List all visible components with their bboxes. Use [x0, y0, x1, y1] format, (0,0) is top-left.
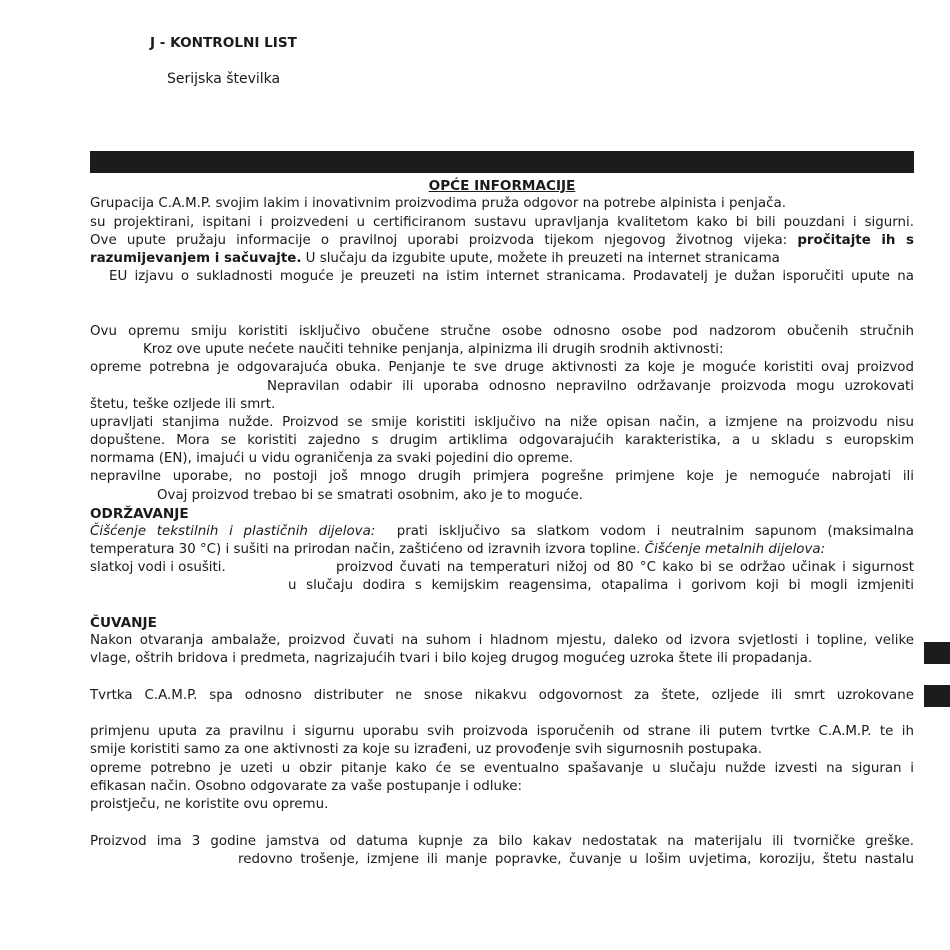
section-title: J - KONTROLNI LIST: [150, 35, 297, 51]
usage-line-2: Kroz ove upute nećete naučiti tehnike penjanja, alpinizma ili drugih srodnih aktivnosti:: [143, 342, 724, 357]
serial-number-label: Serijska številka: [167, 71, 281, 87]
language-tab-marker: [924, 685, 950, 707]
general-line-1: Grupacija C.A.M.P. svojim lakim i inovativnim proizvodima pruža odgovor na potrebe alpinista i penjača.: [90, 196, 786, 211]
maintenance-line-3b: proizvod čuvati na temperaturi nižoj od 80 °C kako bi se održao učinak i sigurnost: [336, 560, 914, 575]
maintenance-line-4: u slučaju dodira s kemijskim reagensima, otapalima i gorivom koji bi mogli izmjeniti: [288, 578, 914, 593]
usage-line-5: štetu, teške ozljede ili smrt.: [90, 397, 276, 412]
storage-line-2: vlage, oštrih bridova i predmeta, nagrizajućih tvari i bilo kojeg drugog mogućeg uzroka štete ili propadanja.: [90, 651, 813, 666]
black-divider-bar: [90, 151, 914, 173]
warranty-line-2: redovno trošenje, izmjene ili manje popravke, čuvanje u lošim uvjetima, koroziju, štetu nastalu: [238, 852, 914, 867]
maintenance-line-1: Čišćenje tekstilnih i plastičnih dijelova: prati isključivo sa slatkom vodom i neutralnim sapunom (maksimalna: [90, 524, 914, 539]
usage-line-7: dopuštene. Mora se koristiti zajedno s drugim artiklima odgovarajućih karakteristika, a u skladu s europskim: [90, 433, 914, 448]
language-tab-marker: [924, 642, 950, 664]
maintenance-heading: ODRŽAVANJE: [90, 506, 189, 522]
usage-line-3: opreme potrebna je odgovarajuća obuka. Penjanje te sve druge aktivnosti za koje je moguće koristiti ovaj proizvod: [90, 360, 914, 375]
general-line-3: Ove upute pružaju informacije o pravilnoj uporabi proizvoda tijekom njegovog životnog vijeka: pročitajte ih s: [90, 233, 915, 248]
maintenance-line-2: temperatura 30 °C) i sušiti na prirodan način, zaštićeno od izravnih izvora topline. Čišćenje metalnih dijelova:: [90, 542, 826, 557]
usage-line-1: Ovu opremu smiju koristiti isključivo obučene stručne osobe odnosno osobe pod nadzorom obučenih stručnih: [90, 324, 914, 339]
storage-line-1: Nakon otvaranja ambalaže, proizvod čuvati na suhom i hladnom mjestu, daleko od izvora svjetlosti i topline, velike: [90, 633, 914, 648]
usage-line-8: normama (EN), imajući u vidu ograničenja za svaki pojedini dio opreme.: [90, 451, 574, 466]
liability-line-4: opreme potrebno je uzeti u obzir pitanje kako će se eventualno spašavanje u slučaju nužde izvesti na siguran i: [90, 761, 914, 776]
general-line-2: su projektirani, ispitani i proizvedeni u certificiranom sustavu upravljanja kvalitetom kako bi bili pouzdani i sigurni.: [90, 215, 914, 230]
maintenance-line-3a: slatkoj vodi i osušiti.: [90, 560, 226, 575]
usage-line-6: upravljati stanjima nužde. Proizvod se smije koristiti isključivo na niže opisan način, a izmjene na proizvodu nisu: [90, 415, 914, 430]
liability-line-3: smije koristiti samo za one aktivnosti za koje su izrađeni, uz provođenje svih sigurnosnih postupaka.: [90, 742, 762, 757]
usage-line-10: Ovaj proizvod trebao bi se smatrati osobnim, ako je to moguće.: [157, 488, 583, 503]
liability-line-5: efikasan način. Osobno odgovarate za vaše postupanje i odluke:: [90, 779, 523, 794]
warranty-line-1: Proizvod ima 3 godine jamstva od datuma kupnje za bilo kakav nedostatak na materijalu ili tvorničke greške.: [90, 834, 914, 849]
general-line-4: razumijevanjem i sačuvajte. U slučaju da izgubite upute, možete ih preuzeti na internet stranicama: [90, 251, 780, 266]
general-line-5: EU izjavu o sukladnosti moguće je preuzeti na istim internet stranicama. Prodavatelj je dužan isporučiti upute na: [109, 269, 914, 284]
liability-line-1: Tvrtka C.A.M.P. spa odnosno distributer ne snose nikakvu odgovornost za štete, ozljede ili smrt uzrokovane: [90, 688, 914, 703]
usage-line-4: Nepravilan odabir ili uporaba odnosno nepravilno održavanje proizvoda mogu uzrokovati: [267, 379, 914, 394]
liability-line-6: proistječu, ne koristite ovu opremu.: [90, 797, 329, 812]
usage-line-9: nepravilne uporabe, no postoji još mnogo drugih primjera pogrešne primjene koje je nemoguće nabrojati ili: [90, 469, 914, 484]
general-info-heading: OPĆE INFORMACIJE: [428, 178, 576, 194]
storage-heading: ČUVANJE: [90, 615, 157, 631]
liability-line-2: primjenu uputa za pravilnu i sigurnu uporabu svih proizvoda isporučenih od strane ili putem tvrtke C.A.M.P. te ih: [90, 724, 914, 739]
